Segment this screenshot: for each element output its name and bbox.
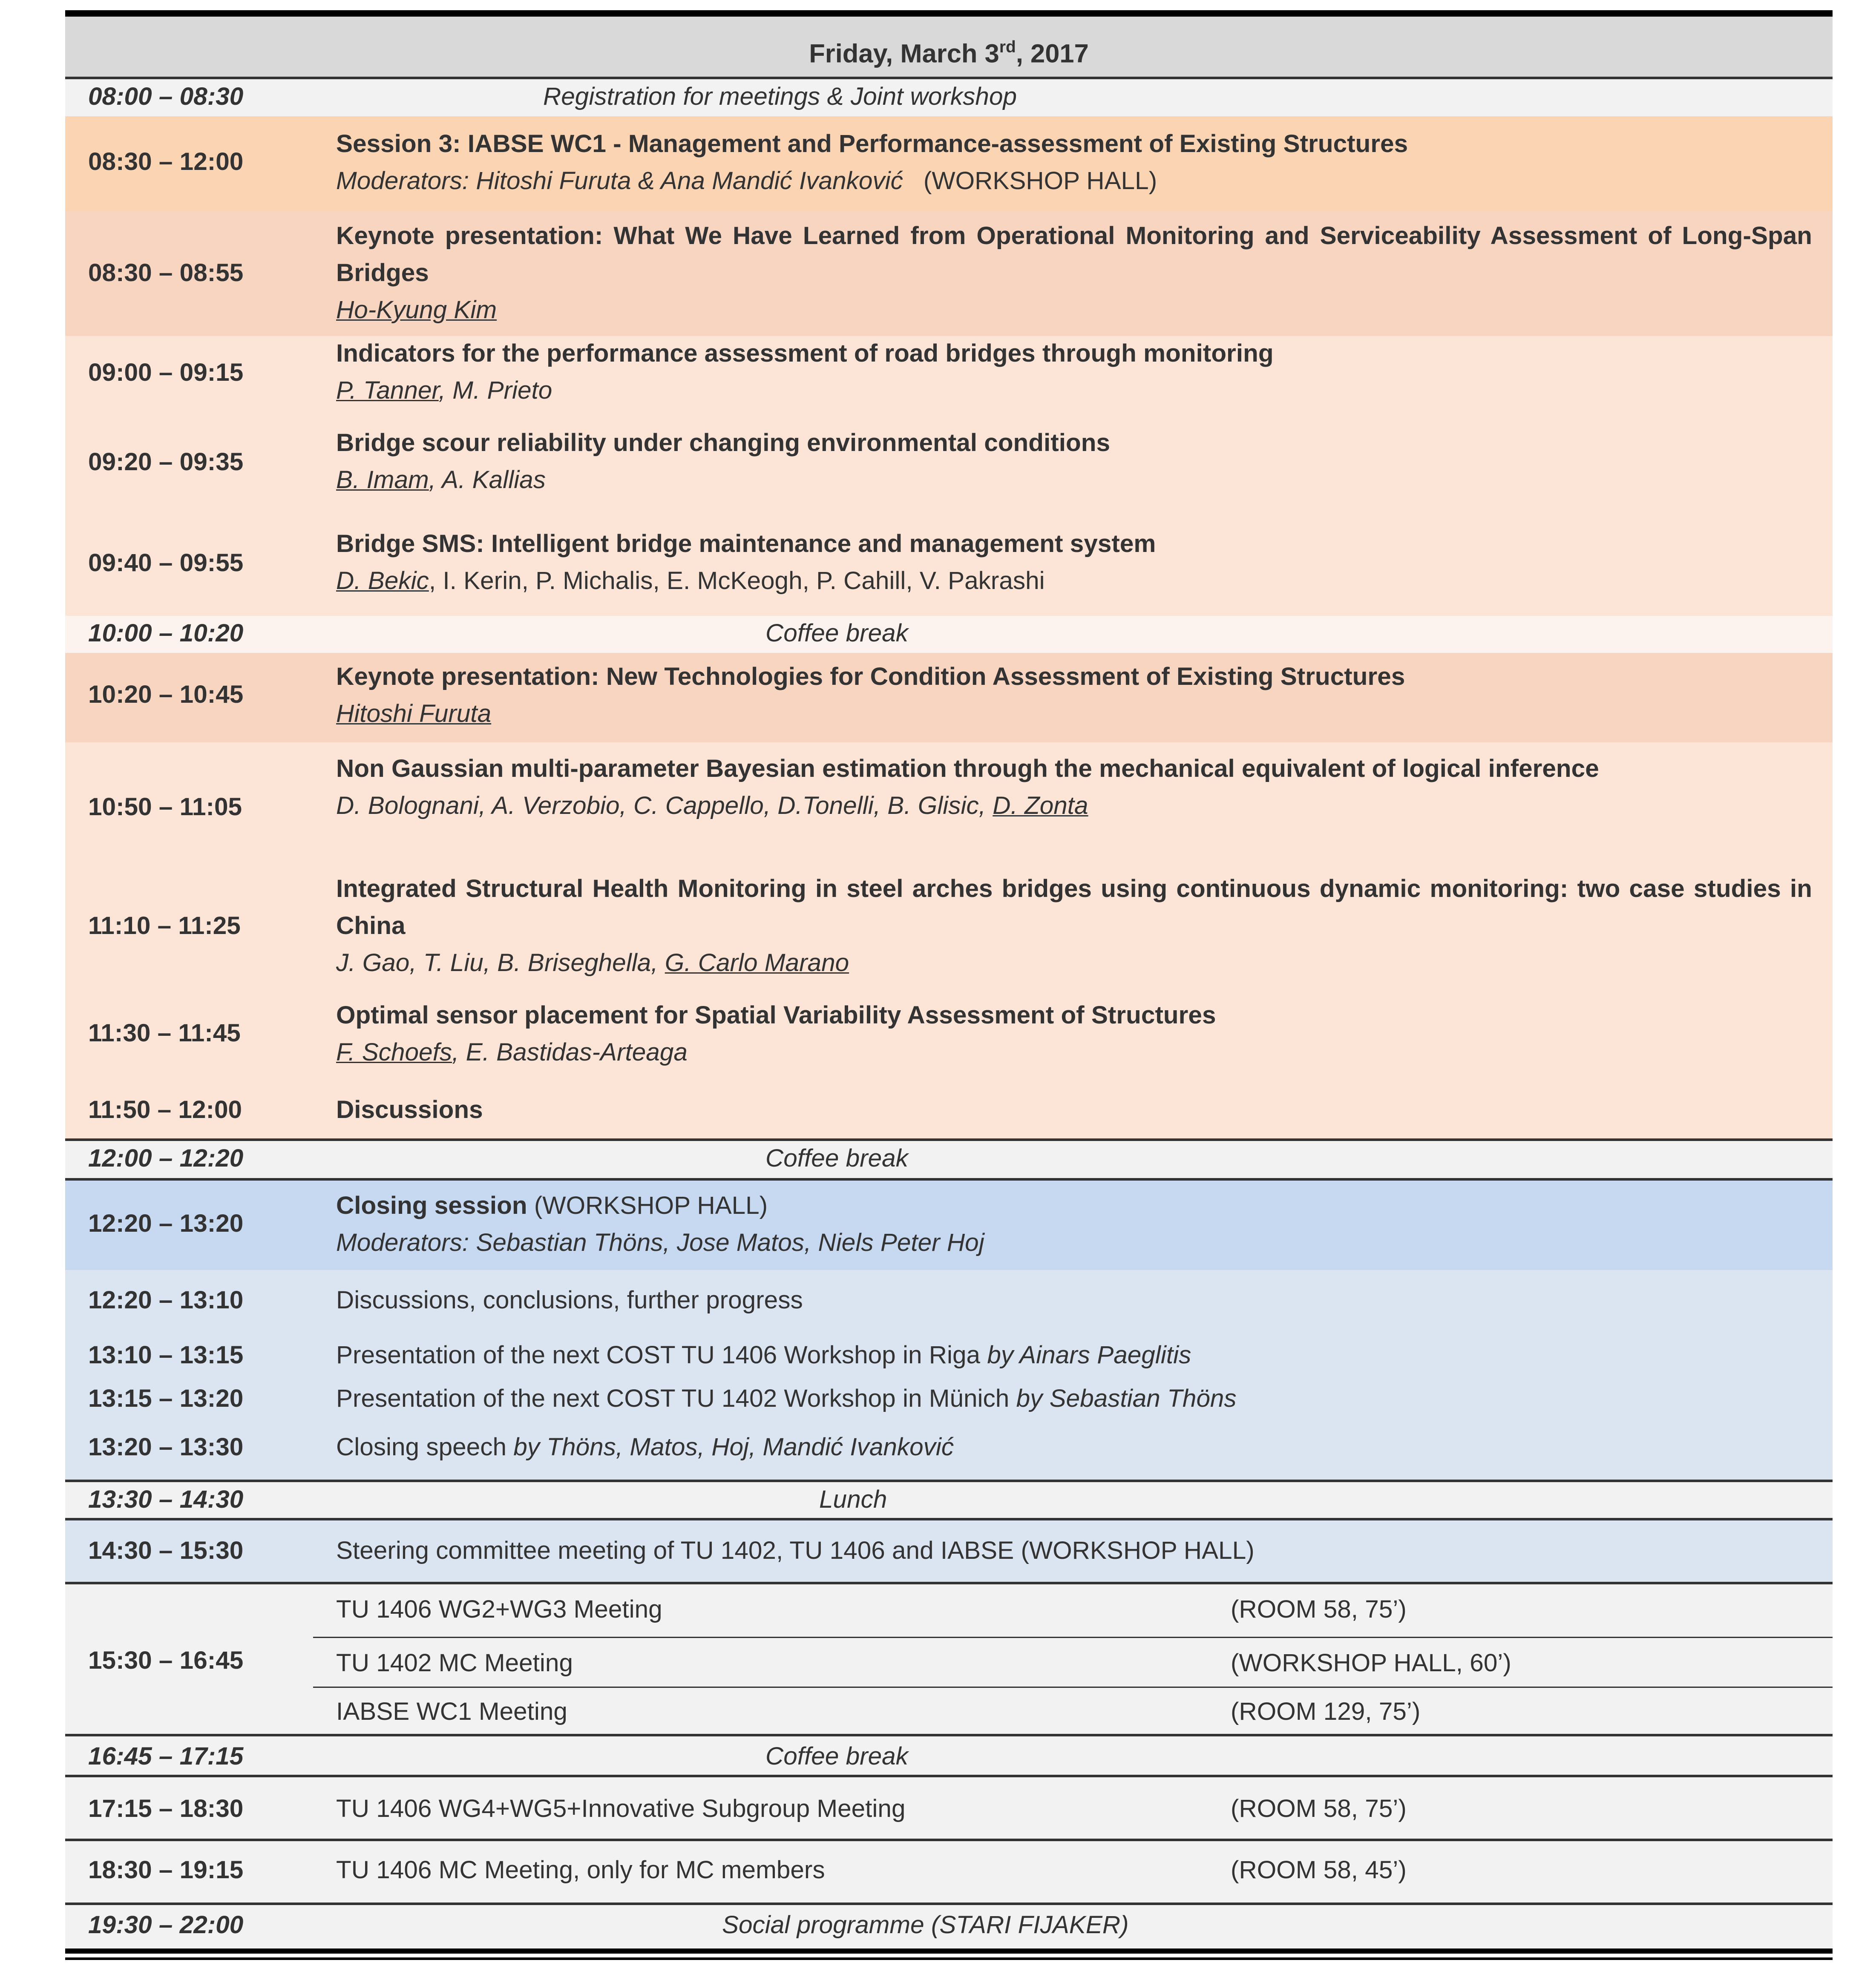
row-text: Discussions, conclusions, further progress — [336, 1287, 803, 1315]
time-slot: 09:40 – 09:55 — [88, 549, 244, 578]
meeting-room: (ROOM 58, 75’) — [1231, 1596, 1407, 1624]
row-text: Lunch — [819, 1486, 887, 1514]
presenter: Ho-Kyung Kim — [336, 296, 497, 325]
talk-title: Bridge scour reliability under changing environmental conditions — [336, 429, 1111, 457]
row-text: Coffee break — [765, 1743, 908, 1771]
divider — [313, 1637, 1833, 1638]
presenter: Hitoshi Furuta — [336, 700, 492, 728]
meeting-room: (ROOM 129, 75’) — [1231, 1698, 1421, 1726]
meeting-name: TU 1402 MC Meeting — [336, 1650, 573, 1678]
time-slot: 12:20 – 13:10 — [88, 1287, 244, 1315]
session-room: (WORKSHOP HALL) — [923, 167, 1157, 195]
meeting-room: (ROOM 58, 75’) — [1231, 1795, 1407, 1823]
time-slot: 10:00 – 10:20 — [88, 620, 244, 648]
time-slot: 11:30 – 11:45 — [88, 1020, 241, 1048]
presenter: B. Imam — [336, 466, 429, 494]
talk-title: Bridge SMS: Intelligent bridge maintenance and management system — [336, 530, 1156, 558]
schedule-row-coffee-break — [65, 1141, 1833, 1178]
divider — [65, 1518, 1833, 1520]
meeting-room: (ROOM 58, 45’) — [1231, 1857, 1407, 1885]
session-moderators: Moderators: Sebastian Thöns, Jose Matos, Niels Peter Hoj — [336, 1229, 984, 1257]
time-slot: 10:50 – 11:05 — [88, 793, 242, 822]
authors: , A. Kallias — [429, 466, 546, 494]
schedule-row-steering-committee — [65, 1520, 1833, 1582]
meeting-name: TU 1406 WG2+WG3 Meeting — [336, 1596, 662, 1624]
row-text: TU 1406 WG4+WG5+Innovative Subgroup Meeting — [336, 1795, 906, 1823]
session-moderators: Moderators: Hitoshi Furuta & Ana Mandić Ivanković — [336, 167, 903, 195]
row-text: Steering committee meeting of TU 1402, TU 1406 and IABSE (WORKSHOP HALL) — [336, 1537, 1255, 1565]
authors: , I. Kerin, P. Michalis, E. McKeogh, P. Cahill, V. Pakrashi — [429, 567, 1045, 595]
talk-title: Non Gaussian multi-parameter Bayesian estimation through the mechanical equivalent of logical inference — [336, 755, 1599, 783]
talks-block-1 — [65, 336, 1833, 616]
talk-title: Discussions — [336, 1096, 483, 1124]
talk-title: Indicators for the performance assessment of road bridges through monitoring — [336, 340, 1274, 368]
by-speaker: by Thöns, Matos, Hoj, Mandić Ivanković — [513, 1434, 954, 1462]
by-speaker: by Sebastian Thöns — [1016, 1385, 1237, 1413]
time-slot: 09:00 – 09:15 — [88, 359, 244, 387]
bottom-double-rule — [65, 1957, 1833, 1960]
schedule-row-coffee-break — [65, 616, 1833, 653]
talk-title: Integrated Structural Health Monitoring in steel arches bridges using continuous dynamic monitoring: two case studies in China — [336, 875, 1812, 940]
meeting-room: (WORKSHOP HALL, 60’) — [1231, 1650, 1511, 1678]
authors: , E. Bastidas-Arteaga — [452, 1039, 688, 1067]
schedule-row-keynote-2 — [65, 653, 1833, 742]
time-slot: 17:15 – 18:30 — [88, 1795, 244, 1823]
presenter: D. Bekic — [336, 567, 429, 595]
schedule-row-meeting — [65, 1777, 1833, 1839]
talk-title: Keynote presentation: New Technologies for Condition Assessment of Existing Structures — [336, 663, 1405, 691]
schedule-row-coffee-break — [65, 1736, 1833, 1775]
row-text: Presentation of the next COST TU 1406 Workshop in Riga — [336, 1342, 987, 1370]
divider — [65, 1138, 1833, 1141]
schedule-row-social — [65, 1905, 1833, 1949]
time-slot: 12:00 – 12:20 — [88, 1145, 244, 1173]
talk-title: Optimal sensor placement for Spatial Variability Assessment of Structures — [336, 1002, 1216, 1030]
authors: D. Bolognani, A. Verzobio, C. Cappello, D.Tonelli, B. Glisic, — [336, 792, 993, 820]
time-slot: 11:10 – 11:25 — [88, 912, 241, 940]
divider — [65, 1178, 1833, 1180]
presenter: F. Schoefs — [336, 1039, 452, 1067]
closing-items-block — [65, 1270, 1833, 1480]
time-slot: 08:30 – 12:00 — [88, 148, 244, 176]
row-text: TU 1406 MC Meeting, only for MC members — [336, 1857, 825, 1885]
row-text: Coffee break — [765, 620, 908, 648]
time-slot: 08:00 – 08:30 — [88, 83, 244, 111]
presenter: G. Carlo Marano — [665, 949, 849, 977]
time-slot: 13:15 – 13:20 — [88, 1385, 244, 1413]
time-slot: 08:30 – 08:55 — [88, 259, 244, 287]
talks-block-2 — [65, 742, 1833, 1138]
schedule-row-closing-session — [65, 1181, 1833, 1270]
divider — [65, 1480, 1833, 1482]
row-text: Social programme (STARI FIJAKER) — [722, 1911, 1129, 1940]
row-text: Presentation of the next COST TU 1402 Workshop in Münich — [336, 1385, 1016, 1413]
time-slot: 19:30 – 22:00 — [88, 1911, 244, 1940]
row-text: Registration for meetings & Joint workshop — [543, 83, 1017, 111]
authors: , M. Prieto — [438, 377, 552, 405]
presenter: P. Tanner — [336, 377, 439, 405]
schedule-row-keynote-1 — [65, 211, 1833, 336]
session-title: Session 3: IABSE WC1 - Management and Performance-assessment of Existing Structures — [336, 130, 1408, 158]
time-slot: 13:30 – 14:30 — [88, 1486, 244, 1514]
time-slot: 18:30 – 19:15 — [88, 1857, 244, 1885]
schedule-row-lunch — [65, 1482, 1833, 1518]
time-slot: 14:30 – 15:30 — [88, 1537, 244, 1565]
row-text: Coffee break — [765, 1145, 908, 1173]
time-slot: 09:20 – 09:35 — [88, 448, 244, 477]
schedule-row-registration — [65, 79, 1833, 116]
divider — [65, 1582, 1833, 1584]
top-double-rule — [65, 10, 1833, 17]
meeting-name: IABSE WC1 Meeting — [336, 1698, 567, 1726]
session-room: (WORKSHOP HALL) — [527, 1192, 768, 1220]
row-text: Closing speech — [336, 1434, 514, 1462]
divider — [65, 1903, 1833, 1905]
schedule-row-session-3 — [65, 116, 1833, 211]
bottom-double-rule — [65, 1949, 1833, 1954]
day-header — [65, 17, 1833, 77]
time-slot: 11:50 – 12:00 — [88, 1096, 242, 1124]
divider — [65, 1775, 1833, 1777]
authors: J. Gao, T. Liu, B. Briseghella, — [336, 949, 665, 977]
talk-title: Keynote presentation: What We Have Learned from Operational Monitoring and Serviceability Assessment of Long-Span Bridges — [336, 222, 1812, 287]
schedule-row-meetings — [65, 1584, 1833, 1734]
divider — [65, 1734, 1833, 1736]
presenter: D. Zonta — [993, 792, 1088, 820]
time-slot: 10:20 – 10:45 — [88, 681, 244, 709]
time-slot: 12:20 – 13:20 — [88, 1210, 244, 1238]
time-slot: 15:30 – 16:45 — [88, 1647, 244, 1675]
time-slot: 16:45 – 17:15 — [88, 1743, 244, 1771]
by-speaker: by Ainars Paeglitis — [987, 1342, 1191, 1370]
time-slot: 13:10 – 13:15 — [88, 1342, 244, 1370]
session-title: Closing session — [336, 1192, 527, 1220]
divider — [313, 1687, 1833, 1688]
divider — [65, 1839, 1833, 1841]
day-title: Friday, March 3rd, 2017 — [809, 37, 1089, 69]
schedule-row-meeting — [65, 1841, 1833, 1903]
time-slot: 13:20 – 13:30 — [88, 1434, 244, 1462]
